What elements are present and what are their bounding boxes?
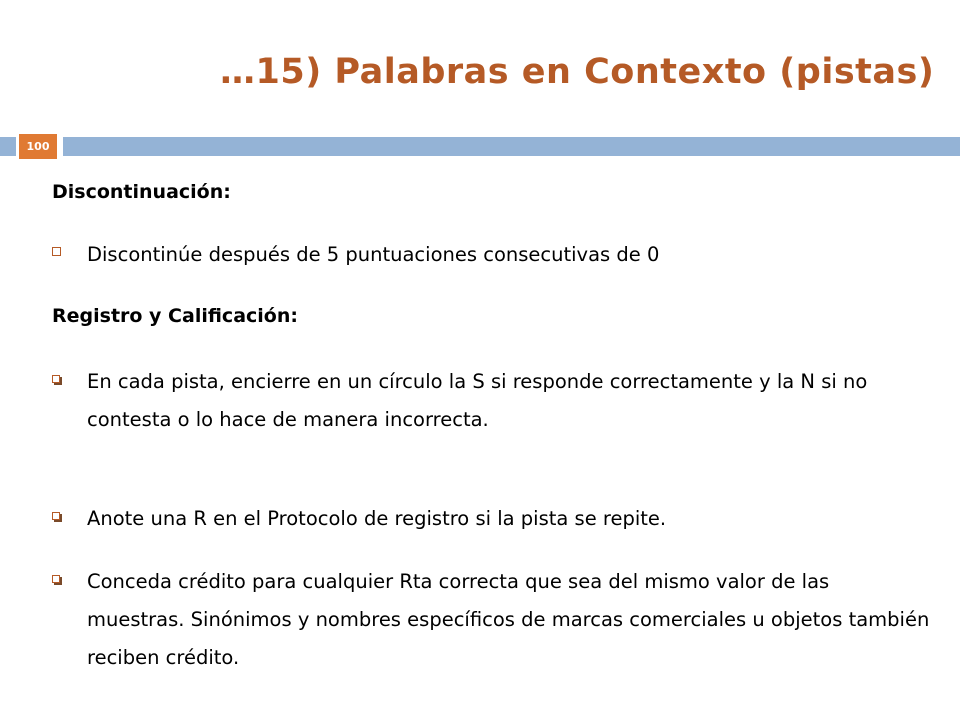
slide-title: …15) Palabras en Contexto (pistas) — [220, 52, 935, 92]
scoring-heading: Registro y Calificación: — [52, 305, 298, 327]
page-number-badge: 100 — [19, 134, 57, 159]
bullet-text: En cada pista, encierre en un círculo la S si responde correctamente y la N si no contesta o lo hace de manera incorrecta. — [87, 370, 868, 431]
header-bar-left-segment — [0, 137, 16, 156]
discontinuation-heading: Discontinuación: — [52, 181, 231, 203]
shadowed-square-bullet-icon — [52, 512, 62, 522]
header-bar — [0, 137, 960, 156]
header-bar-right-segment — [63, 137, 960, 156]
bullet-text: Conceda crédito para cualquier Rta correcta que sea del mismo valor de las muestras. Sinónimos y nombres específicos de marcas comerciales u objetos también reciben crédito. — [87, 570, 930, 669]
shadowed-square-bullet-icon — [52, 575, 62, 585]
bullet-text: Discontinúe después de 5 puntuaciones consecutivas de 0 — [87, 243, 660, 266]
bullet-text: Anote una R en el Protocolo de registro si la pista se repite. — [87, 507, 667, 530]
shadowed-square-bullet-icon — [52, 375, 62, 385]
hollow-square-bullet-icon — [52, 247, 61, 256]
